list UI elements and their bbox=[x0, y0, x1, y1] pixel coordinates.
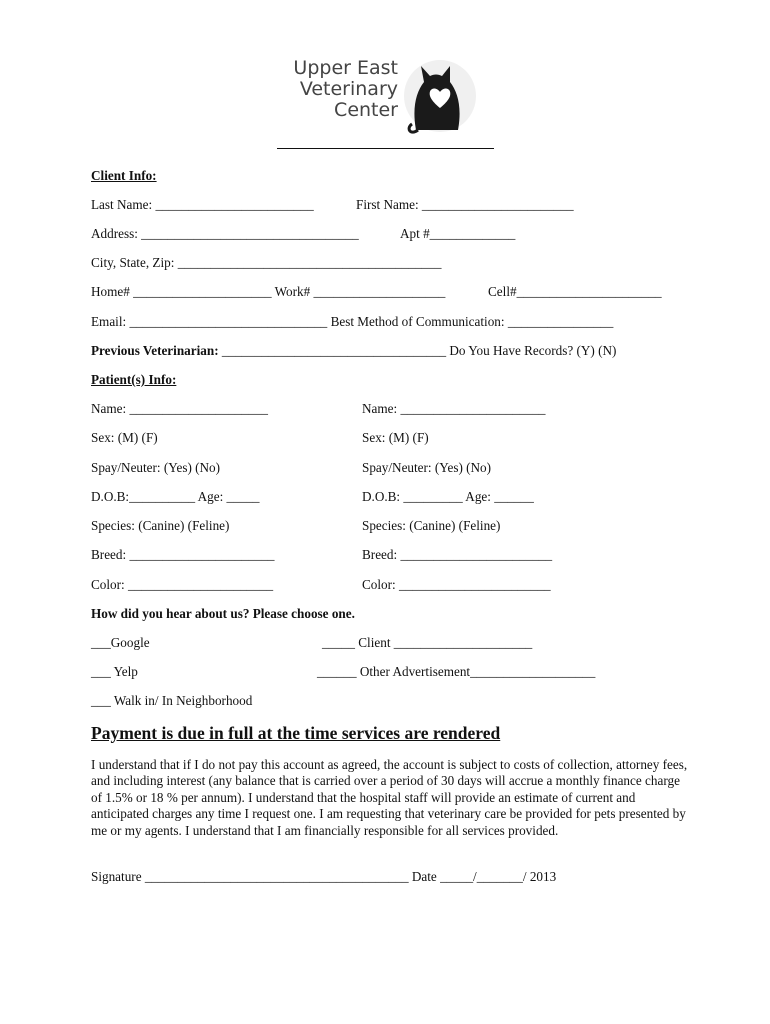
client-info-heading: Client Info: bbox=[91, 168, 157, 183]
first-name-field: First Name: _______________________ bbox=[356, 197, 574, 212]
payment-terms-paragraph: I understand that if I do not pay this account as agreed, the account is subject to costs of collection, attorney fees, and including interest (any balance that is carried over a period of 30 days will accrue a monthly finance charge of 1.5% or 18 % per annum). I understand that the hospital staff will provide an estimate of current and anticipated charges any time I request one. I am requesting that veterinary care be provided for pets presented by me or my agents. I understand that I am financially responsible for all services provided. bbox=[91, 757, 688, 838]
apt-field: Apt #_____________ bbox=[400, 226, 516, 241]
email-field: Email: ______________________________ Best Method of Communication: ________________ bbox=[91, 314, 614, 329]
patient2-breed-field: Breed: _______________________ bbox=[362, 547, 553, 562]
patient1-color-field: Color: ______________________ bbox=[91, 577, 274, 592]
patient1-sex-field: Sex: (M) (F) bbox=[91, 430, 158, 445]
patient2-spay-field: Spay/Neuter: (Yes) (No) bbox=[362, 460, 492, 475]
clinic-logo bbox=[293, 57, 486, 138]
patient2-species-field: Species: (Canine) (Feline) bbox=[362, 518, 501, 533]
clinic-name-line2: Veterinary bbox=[299, 78, 398, 100]
patient2-name-field: Name: ______________________ bbox=[362, 401, 546, 416]
patient1-dob-field: D.O.B:__________ Age: _____ bbox=[91, 489, 260, 504]
previous-vet-label: Previous Veterinarian: bbox=[91, 343, 219, 358]
referral-heading: How did you hear about us? Please choose one. bbox=[91, 606, 355, 621]
city-state-zip-field: City, State, Zip: ________________________________________ bbox=[91, 255, 442, 270]
cell-phone-field: Cell#______________________ bbox=[488, 284, 662, 299]
patient2-dob-field: D.O.B: _________ Age: ______ bbox=[362, 489, 534, 504]
previous-vet-field bbox=[91, 343, 616, 359]
patient1-spay-field: Spay/Neuter: (Yes) (No) bbox=[91, 460, 221, 475]
cat-heart-icon bbox=[394, 58, 486, 138]
last-name-field: Last Name: ________________________ bbox=[91, 197, 314, 212]
referral-walk-in-option: ___ Walk in/ In Neighborhood bbox=[91, 693, 253, 708]
patient1-name-field: Name: _____________________ bbox=[91, 401, 268, 416]
referral-client-option: _____ Client _____________________ bbox=[322, 635, 533, 650]
clinic-name-line3: Center bbox=[334, 99, 398, 121]
patient-info-heading: Patient(s) Info: bbox=[91, 372, 177, 387]
address-field: Address: _________________________________ bbox=[91, 226, 359, 241]
previous-vet-rest: __________________________________ Do You Have Records? (Y) (N) bbox=[218, 343, 617, 358]
patient1-species-field: Species: (Canine) (Feline) bbox=[91, 518, 230, 533]
home-work-phone-field: Home# _____________________ Work# ____________________ bbox=[91, 284, 446, 299]
referral-yelp-option: ___ Yelp bbox=[91, 664, 138, 679]
patient2-sex-field: Sex: (M) (F) bbox=[362, 430, 429, 445]
signature-date-field: Signature ________________________________________ Date _____/_______/ 2013 bbox=[91, 869, 557, 884]
header-rule bbox=[277, 148, 494, 149]
clinic-name bbox=[293, 58, 398, 121]
patient1-breed-field: Breed: ______________________ bbox=[91, 547, 275, 562]
payment-heading: Payment is due in full at the time services are rendered bbox=[91, 723, 501, 743]
referral-google-option: ___Google bbox=[91, 635, 150, 650]
clinic-name-line1: Upper East bbox=[293, 57, 398, 79]
patient2-color-field: Color: _______________________ bbox=[362, 577, 551, 592]
referral-other-option: ______ Other Advertisement___________________ bbox=[317, 664, 596, 679]
